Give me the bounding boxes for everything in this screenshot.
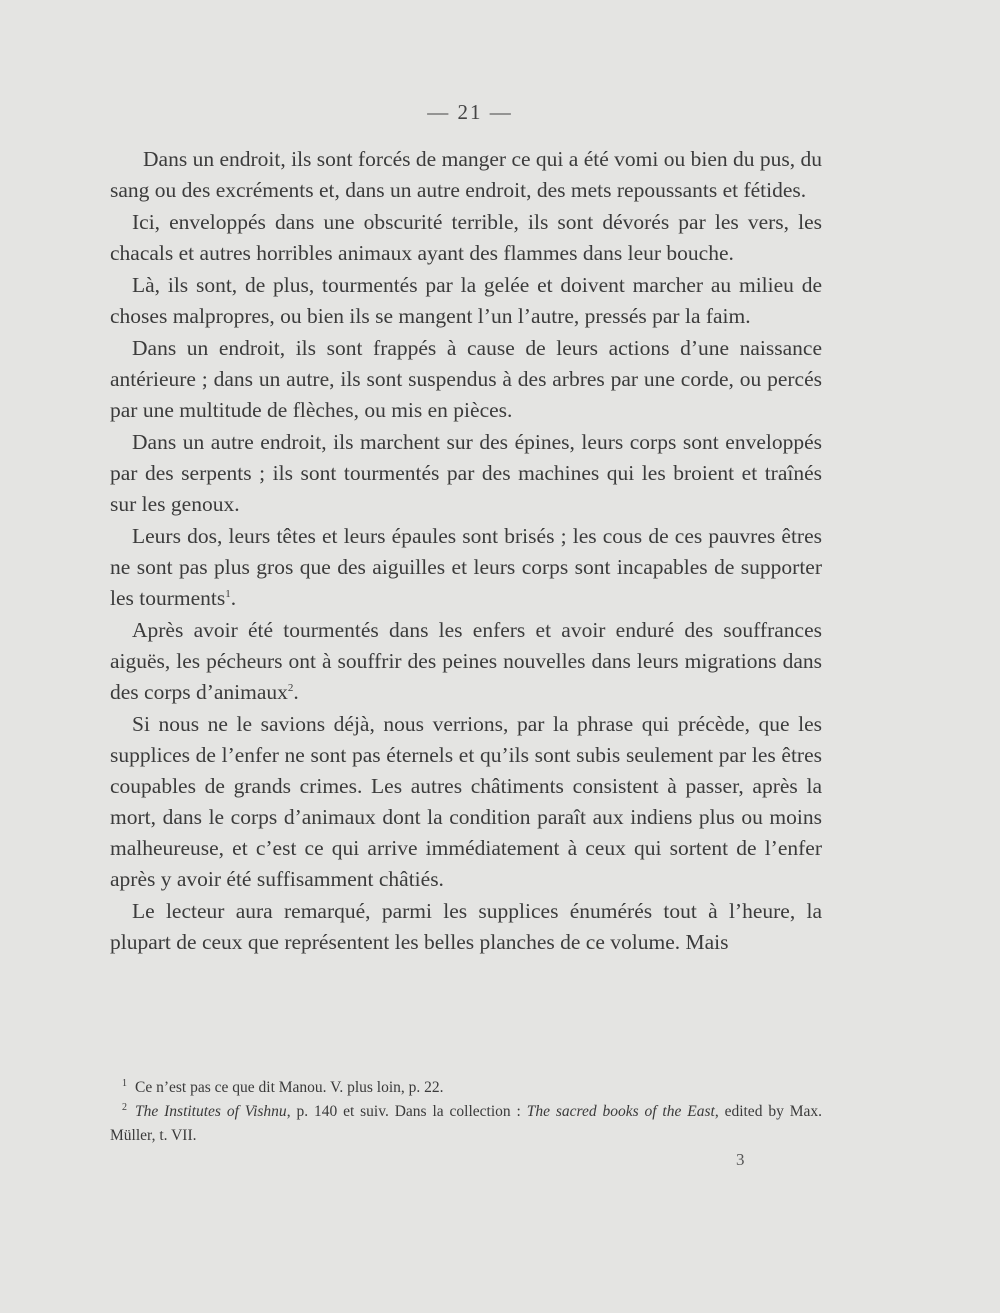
footnote-marker: 1: [122, 1077, 127, 1089]
footnote: [110, 1076, 822, 1100]
paragraph: Dans un endroit, ils sont forcés de manger ce qui a été vomi ou bien du pus, du sang ou des excréments et, dans un autre endroit, des mets repoussants et fétides.: [110, 147, 822, 202]
paragraph: Là, ils sont, de plus, tourmentés par la gelée et doivent marcher au milieu de choses malpropres, ou bien ils se mangent l’un l’autre, pressés par la faim.: [110, 273, 822, 328]
footnote-title: The Institutes of Vishnu: [135, 1103, 287, 1120]
paragraph: Dans un endroit, ils sont frappés à cause de leurs actions d’une naissance antérieure ; dans un autre, ils sont suspendus à des arbres par une corde, ou percés par une multitude de flèches, ou mis en pièces.: [110, 336, 822, 422]
footnote: [110, 1100, 822, 1148]
page-number: — 21 —: [427, 100, 513, 124]
footnote-reference[interactable]: 1: [225, 587, 231, 600]
footnote-text: , p. 140 et suiv. Dans la collection :: [286, 1103, 527, 1120]
paragraph: Le lecteur aura remarqué, parmi les supplices énumérés tout à l’heure, la plupart de ceux que représentent les belles planches de ce volume. Mais: [110, 899, 822, 954]
footnote-marker: 2: [122, 1101, 127, 1113]
footnote-collection: The sacred books of the East: [526, 1103, 715, 1120]
paragraph: Si nous ne le savions déjà, nous verrions, par la phrase qui précède, que les supplices de l’enfer ne sont pas éternels et qu’ils sont subis seulement par les êtres coupables de grands crimes. Les autres châtiments consistent à passer, après la mort, dans le corps d’animaux dont la condition paraît aux indiens plus ou moins malheureuse, et c’est ce qui arrive immédiatement à ceux qui sortent de l’enfer après y avoir été suffisamment châtiés.: [110, 712, 822, 891]
paragraph: [110, 615, 822, 708]
paragraph-end: .: [230, 586, 237, 610]
paragraph-text: Après avoir été tourmentés dans les enfers et avoir enduré des souffrances aiguës, les pécheurs ont à souffrir des peines nouvelles dans leurs migrations dans des corps d’animaux: [110, 618, 822, 704]
footnote-text: , edited by Max. Müller, t. VII.: [110, 1103, 822, 1144]
footnotes: [110, 1076, 822, 1148]
footnote-reference[interactable]: 2: [287, 681, 294, 694]
paragraph: Ici, enveloppés dans une obscurité terrible, ils sont dévorés par les vers, les chacals et autres horribles animaux ayant des flammes dans leur bouche.: [110, 210, 822, 265]
paragraph-text: Leurs dos, leurs têtes et leurs épaules sont brisés ; les cous de ces pauvres êtres ne sont pas plus gros que des aiguilles et leurs corps sont incapables de supporter les tourments: [110, 524, 822, 610]
paragraph: Dans un autre endroit, ils marchent sur des épines, leurs corps sont enveloppés par des serpents ; ils sont tourmentés par des machines qui les broient et traînés sur les genoux.: [110, 430, 822, 516]
paragraph: [110, 521, 822, 614]
body-text: [110, 144, 822, 959]
footnote-text: Ce n’est pas ce que dit Manou. V. plus loin, p. 22.: [135, 1079, 444, 1096]
signature-mark: 3: [736, 1150, 745, 1169]
paragraph-end: .: [293, 680, 299, 704]
